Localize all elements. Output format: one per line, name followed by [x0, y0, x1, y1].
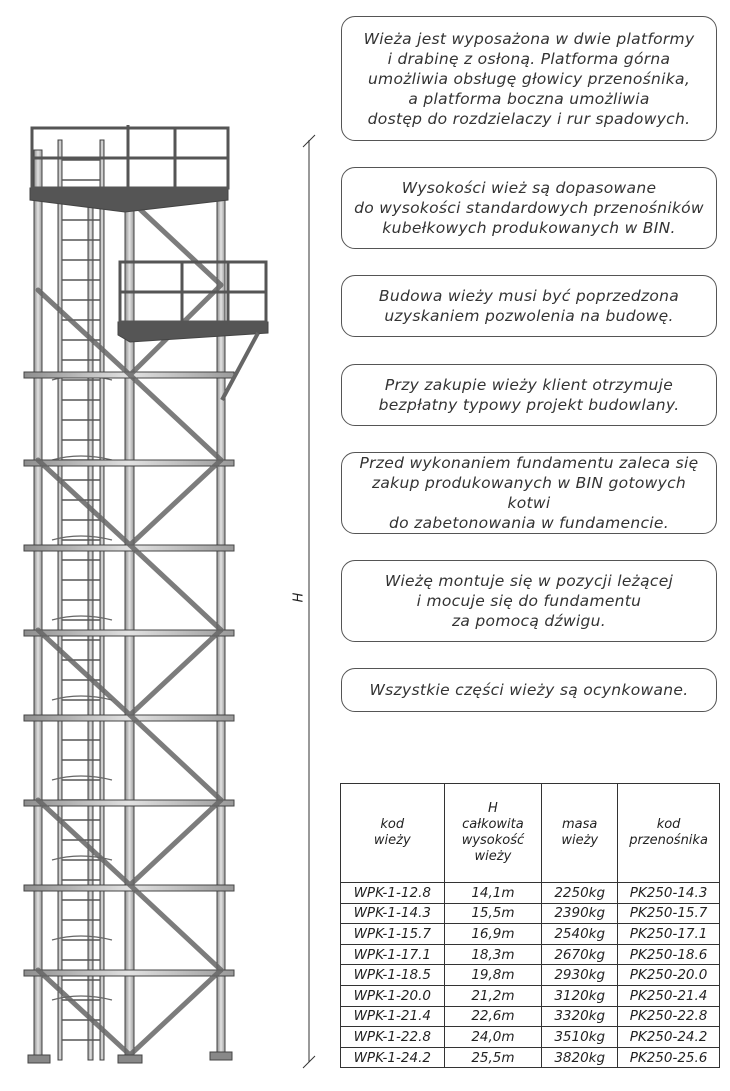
table-row [341, 1006, 720, 1027]
cell-height: 21,2m [444, 985, 542, 1006]
table-row [341, 883, 720, 904]
cell-tower-code: WPK-1-21.4 [341, 1006, 445, 1027]
cell-conveyor-code: PK250-20.0 [618, 965, 720, 986]
table-header-row [341, 784, 720, 883]
table-row [341, 1027, 720, 1048]
cell-mass: 3320kg [542, 1006, 618, 1027]
cell-tower-code: WPK-1-17.1 [341, 944, 445, 965]
cell-height: 18,3m [444, 944, 542, 965]
cell-height: 19,8m [444, 965, 542, 986]
header-tower-mass: masa wieży [542, 784, 618, 883]
info-box-project: Przy zakupie wieży klient otrzymuje bezpłatny typowy projekt budowlany. [341, 364, 717, 426]
cell-tower-code: WPK-1-20.0 [341, 985, 445, 1006]
dimension-label-h: H [291, 592, 307, 603]
cell-tower-code: WPK-1-22.8 [341, 1027, 445, 1048]
cell-mass: 3120kg [542, 985, 618, 1006]
cell-height: 14,1m [444, 883, 542, 904]
info-box-galvanized: Wszystkie części wieży są ocynkowane. [341, 668, 717, 712]
cell-mass: 2670kg [542, 944, 618, 965]
header-conveyor-code: kod przenośnika [618, 784, 720, 883]
header-total-height: H całkowita wysokość wieży [444, 784, 542, 883]
table-row [341, 965, 720, 986]
cell-height: 15,5m [444, 903, 542, 924]
cell-conveyor-code: PK250-24.2 [618, 1027, 720, 1048]
info-box-mounting: Wieżę montuje się w pozycji leżącej i mocuje się do fundamentu za pomocą dźwigu. [341, 560, 717, 642]
cell-mass: 2390kg [542, 903, 618, 924]
cell-tower-code: WPK-1-24.2 [341, 1047, 445, 1068]
cell-tower-code: WPK-1-12.8 [341, 883, 445, 904]
tower-illustration [0, 0, 330, 1091]
cell-conveyor-code: PK250-22.8 [618, 1006, 720, 1027]
cell-height: 22,6m [444, 1006, 542, 1027]
cell-conveyor-code: PK250-21.4 [618, 985, 720, 1006]
info-box-platforms: Wieża jest wyposażona w dwie platformy i drabinę z osłoną. Platforma górna umożliwia obsługę głowicy przenośnika, a platforma boczna umożliwia dostęp do rozdzielaczy i rur spadowych. [341, 16, 717, 141]
table-row [341, 1047, 720, 1068]
cell-conveyor-code: PK250-25.6 [618, 1047, 720, 1068]
table-row [341, 903, 720, 924]
cell-mass: 2250kg [542, 883, 618, 904]
cell-mass: 2540kg [542, 924, 618, 945]
cell-conveyor-code: PK250-14.3 [618, 883, 720, 904]
info-box-foundation: Przed wykonaniem fundamentu zaleca się zakup produkowanych w BIN gotowych kotwi do zabetonowania w fundamencie. [341, 452, 717, 534]
cell-height: 25,5m [444, 1047, 542, 1068]
table-row [341, 944, 720, 965]
header-tower-code: kod wieży [341, 784, 445, 883]
cell-conveyor-code: PK250-17.1 [618, 924, 720, 945]
cell-mass: 2930kg [542, 965, 618, 986]
info-box-heights: Wysokości wież są dopasowane do wysokości standardowych przenośników kubełkowych produkowanych w BIN. [341, 167, 717, 249]
cell-height: 24,0m [444, 1027, 542, 1048]
tower-spec-table [340, 783, 720, 1068]
cell-tower-code: WPK-1-18.5 [341, 965, 445, 986]
cell-tower-code: WPK-1-14.3 [341, 903, 445, 924]
cell-height: 16,9m [444, 924, 542, 945]
cell-mass: 3820kg [542, 1047, 618, 1068]
table-row [341, 985, 720, 1006]
info-box-permit: Budowa wieży musi być poprzedzona uzyskaniem pozwolenia na budowę. [341, 275, 717, 337]
cell-conveyor-code: PK250-18.6 [618, 944, 720, 965]
cell-tower-code: WPK-1-15.7 [341, 924, 445, 945]
cell-conveyor-code: PK250-15.7 [618, 903, 720, 924]
table-row [341, 924, 720, 945]
cell-mass: 3510kg [542, 1027, 618, 1048]
